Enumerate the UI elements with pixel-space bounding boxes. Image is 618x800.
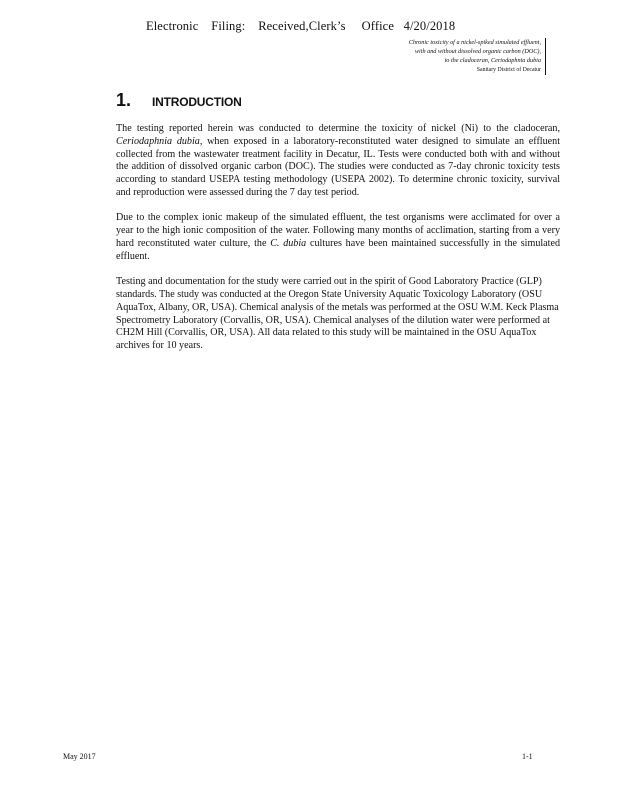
paragraph-2-part-b: cultures have been maintained successfully in the simulated effluent. — [116, 237, 560, 262]
paragraph-2 — [116, 212, 560, 263]
running-header — [409, 38, 546, 75]
paragraph-2-part-a: Due to the complex ionic makeup of the simulated effluent, the test organisms were acclimated for over a year to the high ionic composition of the water. Following many months of acclimation, starting from a very hard reconstituted water culture, the — [116, 212, 560, 249]
electronic-filing-stamp: Electronic Filing: Received,Clerk’s Office 4/20/2018 — [146, 19, 456, 33]
section-title: INTRODUCTION — [152, 95, 242, 109]
paragraph-1-part-a: The testing reported herein was conducted to determine the toxicity of nickel (Ni) to the cladoceran, — [116, 123, 560, 134]
running-header-line-3: to the cladoceran, Ceriodaphnia dubia — [444, 57, 541, 65]
section-number: 1. — [116, 90, 132, 110]
species-abbrev: C. dubia — [270, 237, 307, 249]
paragraph-3: Testing and documentation for the study were carried out in the spirit of Good Laboratory Practice (GLP) standards. The study was conducted at the Oregon State University Aquatic Toxicology Laboratory (OSU AquaTox, Albany, OR, USA). Chemical analysis of the metals was performed at the OSU W.M. Keck Plasma Spectrometry Laboratory (Corvallis, OR, USA). Chemical analyses of the dilution water were performed at CH2M Hill (Corvallis, OR, USA). All data related to this study will be maintained in the OSU AquaTox archives for 10 years. — [116, 276, 559, 352]
paragraph-1-part-b: , when exposed in a laboratory-reconstituted water designed to simulate an effluent collected from the wastewater treatment facility in Decatur, IL. Tests were conducted both with and without the addition of dissolved organic carbon (DOC). The studies were conducted as 7-day chronic toxicity tests according to standard USEPA testing methodology (USEPA 2002). To determine chronic toxicity, survival and reproduction were assessed during the 7 day test period. — [116, 135, 560, 198]
footer-page-number: 1-1 — [522, 752, 533, 761]
section-heading — [116, 90, 242, 111]
footer-date: May 2017 — [63, 752, 96, 761]
running-header-line-1: Chronic toxicity of a nickel-spiked simulated effluent, — [408, 39, 541, 46]
running-header-line-2: with and without dissolved organic carbon (DOC), — [414, 48, 541, 56]
running-header-organization: Sanitary District of Decatur — [476, 66, 541, 73]
introduction-body — [116, 123, 560, 366]
species-name: Ceriodaphnia dubia — [116, 135, 200, 147]
paragraph-1 — [116, 123, 560, 200]
